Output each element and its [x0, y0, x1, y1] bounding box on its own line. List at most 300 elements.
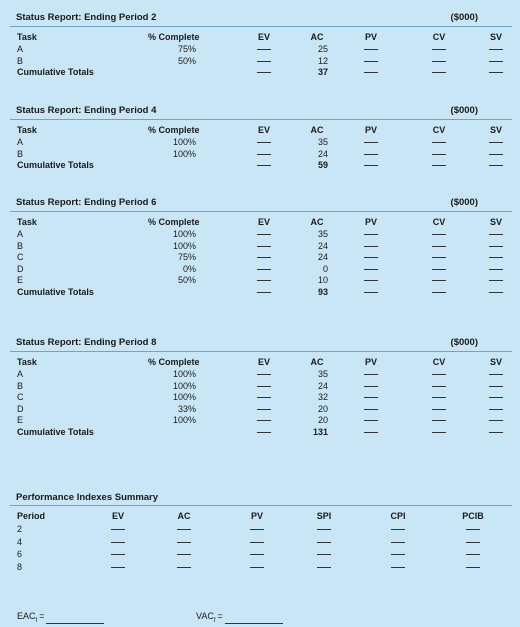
blank-dash — [250, 542, 264, 543]
ev-blank — [107, 536, 129, 549]
blank-dash — [391, 529, 405, 530]
performance-row — [10, 536, 512, 549]
performance-row — [10, 523, 512, 536]
ev-blank — [253, 415, 275, 427]
cv-blank — [428, 264, 450, 276]
task-row — [10, 415, 512, 427]
task-row — [10, 137, 512, 149]
task-row — [10, 44, 512, 56]
report-title: Status Report: Ending Period 8 — [16, 336, 157, 348]
col-task-header: Task — [17, 357, 37, 367]
blank-dash — [466, 542, 480, 543]
cv-total-blank — [428, 427, 450, 439]
percent-complete: 50% — [177, 275, 196, 285]
sv-blank — [485, 275, 507, 287]
actual-cost: 20 — [317, 403, 328, 414]
task-name: D — [17, 403, 24, 414]
cumulative-totals-row — [10, 427, 512, 439]
blank-dash — [364, 165, 378, 166]
blank-dash — [489, 49, 503, 50]
sv-blank — [485, 381, 507, 393]
vac-formula-label: VAC — [196, 611, 214, 621]
period-number: 2 — [17, 524, 23, 534]
ac-total: 93 — [317, 286, 328, 297]
spi-blank — [313, 536, 335, 549]
col-sv-header: SV — [489, 217, 502, 227]
blank-dash — [489, 72, 503, 73]
blank-dash — [317, 554, 331, 555]
blank-dash — [432, 61, 446, 62]
report-title-bar — [10, 193, 512, 212]
sv-total-blank — [485, 160, 507, 172]
blank-dash — [432, 154, 446, 155]
sv-blank — [485, 264, 507, 276]
pv-total-blank — [360, 160, 382, 172]
blank-dash — [432, 420, 446, 421]
status-report-section — [10, 8, 512, 79]
col-cv-header: CV — [432, 32, 446, 42]
percent-complete: 0% — [182, 263, 196, 274]
blank-dash — [364, 142, 378, 143]
cumulative-totals-label: Cumulative Totals — [17, 67, 94, 77]
ev-total-blank — [253, 160, 275, 172]
task-name: A — [17, 369, 24, 379]
blank-dash — [489, 257, 503, 258]
task-name: A — [17, 44, 24, 54]
task-row — [10, 369, 512, 381]
blank-dash — [364, 49, 378, 50]
percent-complete: 75% — [177, 44, 196, 54]
cv-blank — [428, 229, 450, 241]
report-title: Status Report: Ending Period 4 — [16, 104, 157, 116]
blank-dash — [257, 246, 271, 247]
blank-dash — [177, 567, 191, 568]
col-pct-header: % Complete — [148, 357, 200, 367]
ac-total: 59 — [317, 160, 328, 170]
ev-blank — [253, 392, 275, 404]
blank-dash — [489, 234, 503, 235]
blank-dash — [257, 409, 271, 410]
blank-dash — [250, 554, 264, 555]
sv-blank — [485, 44, 507, 56]
eac-formula-subscript: f — [35, 617, 38, 624]
pv-blank — [360, 275, 382, 287]
cumulative-totals-label: Cumulative Totals — [17, 286, 94, 297]
percent-complete: 100% — [172, 415, 196, 425]
sv-blank — [485, 252, 507, 264]
percent-complete: 100% — [172, 137, 196, 147]
blank-dash — [489, 420, 503, 421]
sv-blank — [485, 56, 507, 68]
blank-dash — [364, 386, 378, 387]
blank-dash — [489, 61, 503, 62]
col-ac-header: AC — [310, 125, 324, 135]
blank-dash — [489, 142, 503, 143]
col-ev-header: EV — [257, 125, 270, 135]
pv-blank — [246, 548, 268, 561]
blank-dash — [489, 269, 503, 270]
cv-blank — [428, 56, 450, 68]
perf-col-ac-header: AC — [177, 511, 191, 521]
period-number: 6 — [17, 549, 23, 559]
eac-formula-label: EAC — [17, 611, 36, 621]
pv-total-blank — [360, 67, 382, 79]
blank-dash — [364, 432, 378, 433]
task-name: C — [17, 392, 24, 402]
vac-formula-subscript: f — [213, 617, 216, 624]
perf-col-cpi-header: CPI — [390, 511, 406, 521]
actual-cost: 35 — [317, 369, 328, 379]
col-ev-header: EV — [257, 217, 270, 227]
performance-row — [10, 561, 512, 574]
sv-total-blank — [485, 67, 507, 79]
units-label: ($000) — [450, 196, 478, 208]
blank-dash — [177, 529, 191, 530]
ev-blank — [253, 264, 275, 276]
blank-dash — [364, 234, 378, 235]
cv-blank — [428, 252, 450, 264]
period-number: 4 — [17, 536, 23, 547]
ev-blank — [253, 56, 275, 68]
blank-dash — [257, 49, 271, 50]
blank-dash — [432, 409, 446, 410]
blank-dash — [317, 542, 331, 543]
blank-dash — [364, 246, 378, 247]
ev-blank — [107, 523, 129, 536]
blank-dash — [391, 554, 405, 555]
sv-total-blank — [485, 287, 507, 299]
blank-dash — [432, 292, 446, 293]
task-name: B — [17, 240, 24, 251]
blank-dash — [257, 257, 271, 258]
sv-blank — [485, 415, 507, 427]
col-cv-header: CV — [432, 357, 446, 367]
cpi-blank — [387, 548, 409, 561]
task-row — [10, 392, 512, 404]
ac-blank — [173, 561, 195, 574]
ev-total-blank — [253, 67, 275, 79]
blank-dash — [364, 154, 378, 155]
col-pv-header: PV — [364, 217, 377, 227]
col-task-header: Task — [17, 32, 37, 42]
status-report-section — [10, 333, 512, 438]
perf-col-spi-header: SPI — [316, 511, 332, 521]
cv-blank — [428, 381, 450, 393]
eac-formula-equals: = — [39, 611, 45, 621]
blank-dash — [432, 234, 446, 235]
blank-dash — [432, 432, 446, 433]
task-name: E — [17, 275, 24, 285]
cumulative-totals-row — [10, 287, 512, 299]
performance-title-bar — [10, 489, 512, 506]
perf-col-pv-header: PV — [250, 511, 263, 521]
cv-blank — [428, 137, 450, 149]
performance-title: Performance Indexes Summary — [16, 491, 159, 503]
col-pv-header: PV — [364, 125, 377, 135]
col-sv-header: SV — [489, 357, 502, 367]
ev-blank — [107, 548, 129, 561]
blank-dash — [489, 165, 503, 166]
sv-total-blank — [485, 427, 507, 439]
pv-blank — [360, 252, 382, 264]
cumulative-totals-label: Cumulative Totals — [17, 160, 94, 170]
perf-col-ev-header: EV — [111, 511, 124, 521]
blank-dash — [364, 72, 378, 73]
blank-dash — [489, 397, 503, 398]
perf-col-period-header: Period — [17, 511, 46, 521]
sv-blank — [485, 137, 507, 149]
ac-total: 131 — [312, 426, 328, 437]
task-name: B — [17, 148, 24, 159]
col-ev-header: EV — [257, 357, 270, 367]
task-name: A — [17, 137, 24, 147]
pv-blank — [360, 381, 382, 393]
blank-dash — [432, 49, 446, 50]
perf-col-pcib-header: PCIB — [462, 511, 484, 521]
blank-dash — [250, 529, 264, 530]
actual-cost: 24 — [317, 252, 328, 262]
ac-blank — [173, 523, 195, 536]
sv-blank — [485, 149, 507, 161]
report-title-bar — [10, 101, 512, 120]
column-header-row — [10, 215, 512, 229]
column-header-row — [10, 30, 512, 44]
blank-dash — [364, 397, 378, 398]
task-name: C — [17, 252, 24, 262]
col-task-header: Task — [17, 125, 37, 135]
col-ac-header: AC — [310, 357, 324, 367]
blank-dash — [257, 72, 271, 73]
cumulative-totals-row — [10, 67, 512, 79]
pv-blank — [360, 56, 382, 68]
task-name: B — [17, 380, 24, 391]
ev-blank — [253, 44, 275, 56]
col-sv-header: SV — [489, 125, 502, 135]
blank-dash — [364, 61, 378, 62]
task-row — [10, 56, 512, 68]
task-row — [10, 275, 512, 287]
units-label: ($000) — [450, 336, 478, 348]
cv-blank — [428, 404, 450, 416]
pcib-blank — [458, 523, 488, 536]
blank-dash — [489, 292, 503, 293]
col-ac-header: AC — [310, 217, 324, 227]
actual-cost: 35 — [317, 229, 328, 239]
pv-blank — [360, 264, 382, 276]
blank-dash — [432, 397, 446, 398]
actual-cost: 24 — [317, 240, 328, 251]
ev-blank — [253, 137, 275, 149]
col-pct-header: % Complete — [148, 217, 200, 227]
blank-dash — [364, 292, 378, 293]
eac-formula — [17, 611, 104, 624]
blank-dash — [432, 269, 446, 270]
blank-dash — [257, 154, 271, 155]
blank-dash — [111, 529, 125, 530]
cpi-blank — [387, 561, 409, 574]
actual-cost: 24 — [317, 148, 328, 159]
blank-dash — [489, 432, 503, 433]
spi-blank — [313, 561, 335, 574]
ac-blank — [173, 548, 195, 561]
percent-complete: 100% — [172, 240, 196, 251]
blank-dash — [257, 386, 271, 387]
actual-cost: 20 — [317, 415, 328, 425]
column-header-row — [10, 123, 512, 137]
ev-blank — [253, 252, 275, 264]
column-header-row — [10, 355, 512, 369]
col-pv-header: PV — [364, 32, 377, 42]
blank-dash — [489, 246, 503, 247]
pv-blank — [360, 44, 382, 56]
status-report-section — [10, 193, 512, 298]
pv-blank — [360, 137, 382, 149]
col-cv-header: CV — [432, 125, 446, 135]
ev-blank — [253, 149, 275, 161]
cv-blank — [428, 392, 450, 404]
blank-dash — [257, 234, 271, 235]
spi-blank — [313, 548, 335, 561]
task-row — [10, 404, 512, 416]
task-name: E — [17, 415, 24, 425]
percent-complete: 33% — [177, 403, 196, 414]
blank-dash — [257, 269, 271, 270]
pv-total-blank — [360, 287, 382, 299]
pv-blank — [360, 392, 382, 404]
blank-dash — [391, 567, 405, 568]
task-name: B — [17, 55, 24, 66]
blank-dash — [364, 374, 378, 375]
report-title-bar — [10, 333, 512, 352]
task-row — [10, 381, 512, 393]
pcib-blank — [458, 536, 488, 549]
ev-blank — [253, 404, 275, 416]
blank-dash — [432, 374, 446, 375]
sv-blank — [485, 229, 507, 241]
percent-complete: 100% — [172, 380, 196, 391]
pcib-blank — [458, 548, 488, 561]
ev-blank — [253, 275, 275, 287]
performance-header-row — [10, 509, 512, 523]
blank-dash — [364, 280, 378, 281]
ev-blank — [253, 381, 275, 393]
col-cv-header: CV — [432, 217, 446, 227]
blank-dash — [111, 567, 125, 568]
vac-formula-equals: = — [217, 611, 223, 621]
report-title: Status Report: Ending Period 2 — [16, 11, 157, 23]
blank-dash — [489, 374, 503, 375]
pv-blank — [360, 149, 382, 161]
blank-dash — [177, 542, 191, 543]
percent-complete: 100% — [172, 229, 196, 239]
sv-blank — [485, 404, 507, 416]
blank-dash — [489, 409, 503, 410]
blank-dash — [257, 280, 271, 281]
cumulative-totals-row — [10, 160, 512, 172]
task-row — [10, 252, 512, 264]
ev-blank — [253, 241, 275, 253]
blank-dash — [257, 165, 271, 166]
percent-complete: 50% — [177, 55, 196, 66]
blank-dash — [364, 269, 378, 270]
blank-dash — [317, 567, 331, 568]
blank-dash — [466, 567, 480, 568]
blank-dash — [391, 542, 405, 543]
actual-cost: 12 — [317, 55, 328, 66]
actual-cost: 32 — [317, 392, 328, 402]
blank-dash — [432, 246, 446, 247]
blank-dash — [432, 280, 446, 281]
sv-blank — [485, 241, 507, 253]
status-report-section — [10, 101, 512, 172]
pv-blank — [360, 415, 382, 427]
col-sv-header: SV — [489, 32, 502, 42]
ev-blank — [253, 229, 275, 241]
cv-blank — [428, 415, 450, 427]
vac-formula — [196, 611, 283, 624]
task-row — [10, 264, 512, 276]
task-row — [10, 149, 512, 161]
pv-blank — [246, 536, 268, 549]
col-pct-header: % Complete — [148, 32, 200, 42]
blank-dash — [364, 257, 378, 258]
blank-dash — [257, 420, 271, 421]
blank-dash — [432, 257, 446, 258]
spi-blank — [313, 523, 335, 536]
report-title: Status Report: Ending Period 6 — [16, 196, 157, 208]
vac-formula-blank-line[interactable] — [225, 616, 283, 624]
actual-cost: 10 — [317, 275, 328, 285]
col-pct-header: % Complete — [148, 125, 200, 135]
percent-complete: 100% — [172, 392, 196, 402]
units-label: ($000) — [450, 104, 478, 116]
blank-dash — [364, 420, 378, 421]
percent-complete: 75% — [177, 252, 196, 262]
percent-complete: 100% — [172, 148, 196, 159]
actual-cost: 35 — [317, 137, 328, 147]
blank-dash — [317, 529, 331, 530]
cv-blank — [428, 369, 450, 381]
ac-blank — [173, 536, 195, 549]
cv-total-blank — [428, 67, 450, 79]
ev-blank — [253, 369, 275, 381]
percent-complete: 100% — [172, 369, 196, 379]
blank-dash — [257, 397, 271, 398]
cumulative-totals-label: Cumulative Totals — [17, 426, 94, 437]
pcib-blank — [458, 561, 488, 574]
pv-blank — [360, 369, 382, 381]
actual-cost: 0 — [322, 263, 328, 274]
col-ac-header: AC — [310, 32, 324, 42]
cv-blank — [428, 44, 450, 56]
ac-total: 37 — [317, 67, 328, 77]
blank-dash — [257, 292, 271, 293]
blank-dash — [466, 529, 480, 530]
blank-dash — [111, 542, 125, 543]
report-title-bar — [10, 8, 512, 27]
sv-blank — [485, 392, 507, 404]
sv-blank — [485, 369, 507, 381]
blank-dash — [432, 142, 446, 143]
blank-dash — [257, 142, 271, 143]
blank-dash — [257, 61, 271, 62]
blank-dash — [432, 386, 446, 387]
eac-formula-blank-line[interactable] — [46, 616, 104, 624]
blank-dash — [432, 165, 446, 166]
blank-dash — [489, 386, 503, 387]
blank-dash — [466, 554, 480, 555]
cv-total-blank — [428, 160, 450, 172]
